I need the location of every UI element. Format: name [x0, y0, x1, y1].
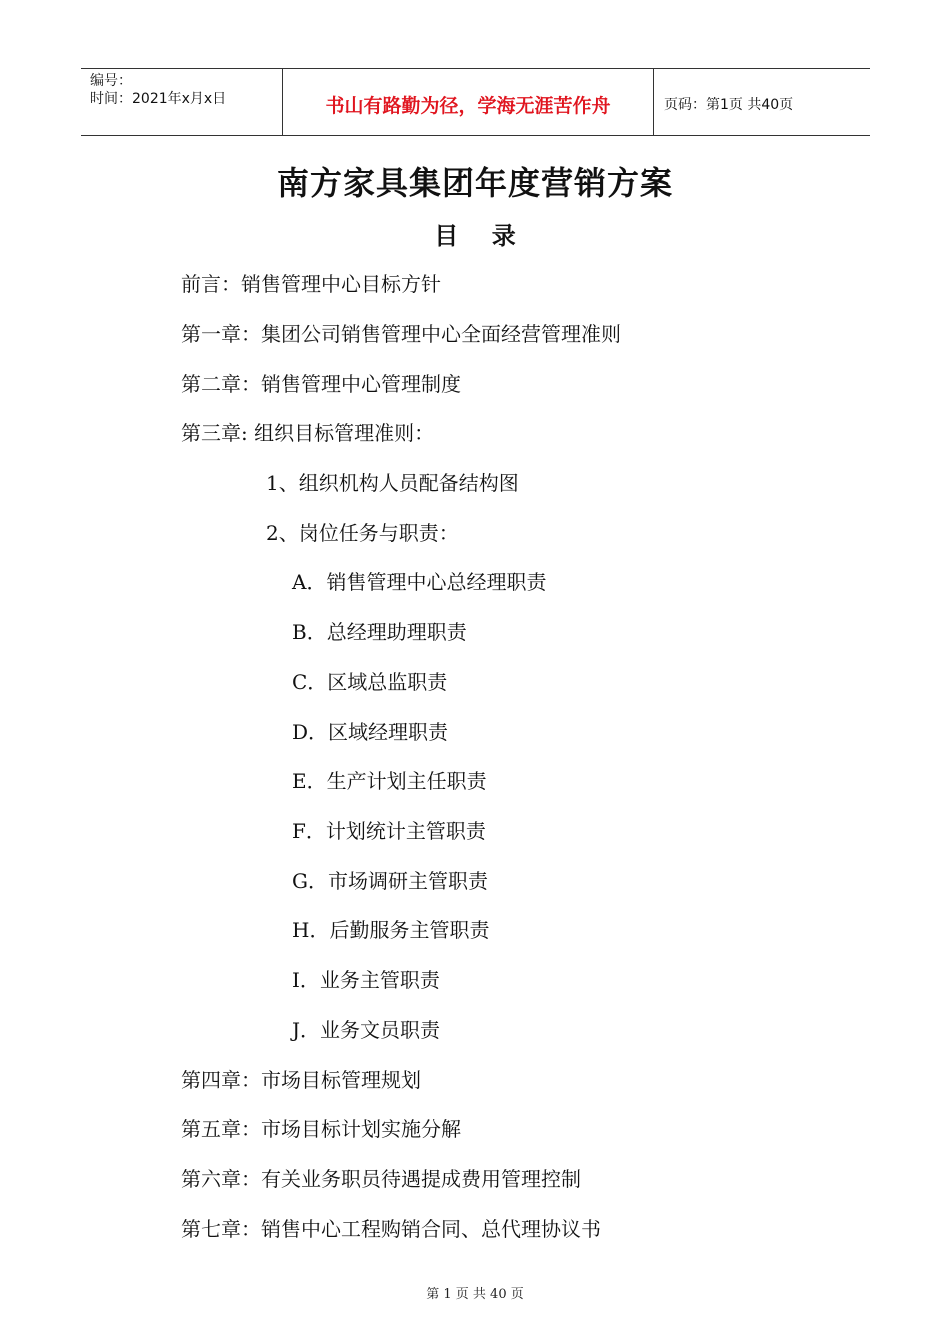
- toc-item-f: F．计划统计主管职责: [292, 819, 486, 843]
- toc-item-chapter-3: 第三章: 组织目标管理准则：: [181, 421, 435, 445]
- toc-item-preface: 前言：销售管理中心目标方针: [181, 272, 441, 296]
- toc-item-d: D．区域经理职责: [292, 720, 449, 744]
- toc-item-chapter-2: 第二章：销售管理中心管理制度: [181, 372, 461, 396]
- document-title: 南方家具集团年度营销方案: [276, 164, 673, 202]
- toc-item-chapter-6: 第六章：有关业务职员待遇提成费用管理控制: [181, 1167, 581, 1191]
- toc-item-j: J．业务文员职责: [292, 1018, 441, 1042]
- toc-item-3-1: 1、组织机构人员配备结构图: [266, 471, 519, 495]
- toc-item-chapter-7: 第七章：销售中心工程购销合同、总代理协议书: [181, 1217, 601, 1241]
- toc-heading: 目 录: [434, 222, 516, 250]
- toc-item-e: E．生产计划主任职责: [292, 769, 487, 793]
- toc-item-chapter-4: 第四章：市场目标管理规划: [181, 1068, 421, 1092]
- motto-text: 书山有路勤为径，学海无涯苦作舟: [325, 94, 611, 117]
- time-label: 时间：2021年x月x日: [90, 91, 227, 107]
- toc-item-chapter-5: 第五章：市场目标计划实施分解: [181, 1117, 461, 1141]
- toc-item-3-2: 2、岗位任务与职责：: [266, 521, 459, 545]
- page-info-text: 页码：第1页 共40页: [664, 97, 794, 113]
- toc-item-c: C．区域总监职责: [292, 670, 448, 694]
- toc-item-b: B．总经理助理职责: [292, 620, 467, 644]
- page-info-cell: [654, 69, 870, 135]
- header-meta-cell: [81, 69, 282, 135]
- toc-item-g: G．市场调研主管职责: [292, 869, 488, 893]
- page-footer: 第 1 页 共 40 页: [426, 1287, 524, 1302]
- motto-cell: [282, 69, 654, 135]
- toc-item-i: I．业务主管职责: [292, 968, 440, 992]
- number-label: 编号：: [90, 73, 132, 89]
- toc-item-h: H．后勤服务主管职责: [292, 918, 490, 942]
- header-table: [81, 68, 870, 136]
- toc-item-chapter-1: 第一章：集团公司销售管理中心全面经营管理准则: [181, 322, 621, 346]
- toc-item-a: A．销售管理中心总经理职责: [292, 570, 547, 594]
